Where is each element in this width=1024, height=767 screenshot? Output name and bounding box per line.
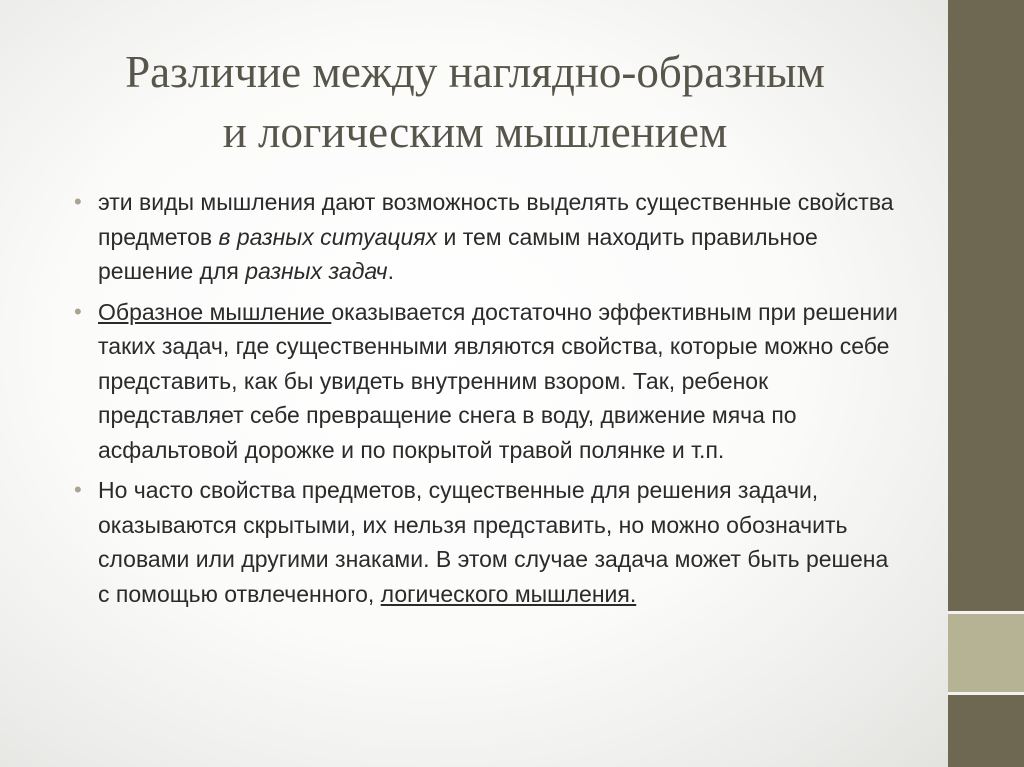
bullet-1-text: эти виды мышления дают возможность выделять существенные свойства предметов [98,189,894,250]
slide-title-line-2: и логическим мышлением [222,107,728,157]
bullet-icon: • [74,298,82,324]
bullet-3-underlined-term: логического мышления. [380,580,637,607]
bullet-item-1 [72,185,902,289]
bullet-icon: • [74,189,82,214]
slide-title-line-1: Различие между наглядно-образным [125,47,825,97]
bullet-list [72,185,902,617]
strip-divider-bottom [948,692,1024,695]
bullet-item-2 [72,295,902,468]
bullet-2-text: оказывается достаточно эффективным при решении таких задач, где существенными являются свойства, которые можно себе представить, как бы увидеть внутренним взором. Так, ребенок представляет себе превращение снега в воду, движение мяча по асфальтовой дорожке и по покрытой травой полянке и т.п. [98,298,898,463]
bullet-3-text: Но часто свойства предметов, существенные для решения задачи, оказываются скрытыми, их нельзя представить, но можно обозначить словами или другими знаками. В этом случае задача может быть решена с помощью отвлеченного, [98,477,889,607]
bullet-item-3 [72,473,902,611]
bullet-2-underlined-term: Образное мышление [98,298,332,325]
bullet-1-italic-situations: в разных ситуациях [218,223,438,250]
bullet-icon: • [74,477,82,502]
bullet-1-italic-tasks: разных задач [245,258,388,284]
decorative-side-band [948,614,1024,692]
bullet-1-text-cont: и тем самым находить правильное решение для [98,223,818,284]
decorative-side-strip [948,0,1024,767]
bullet-1-period: . [387,258,394,284]
slide-title [40,42,910,162]
